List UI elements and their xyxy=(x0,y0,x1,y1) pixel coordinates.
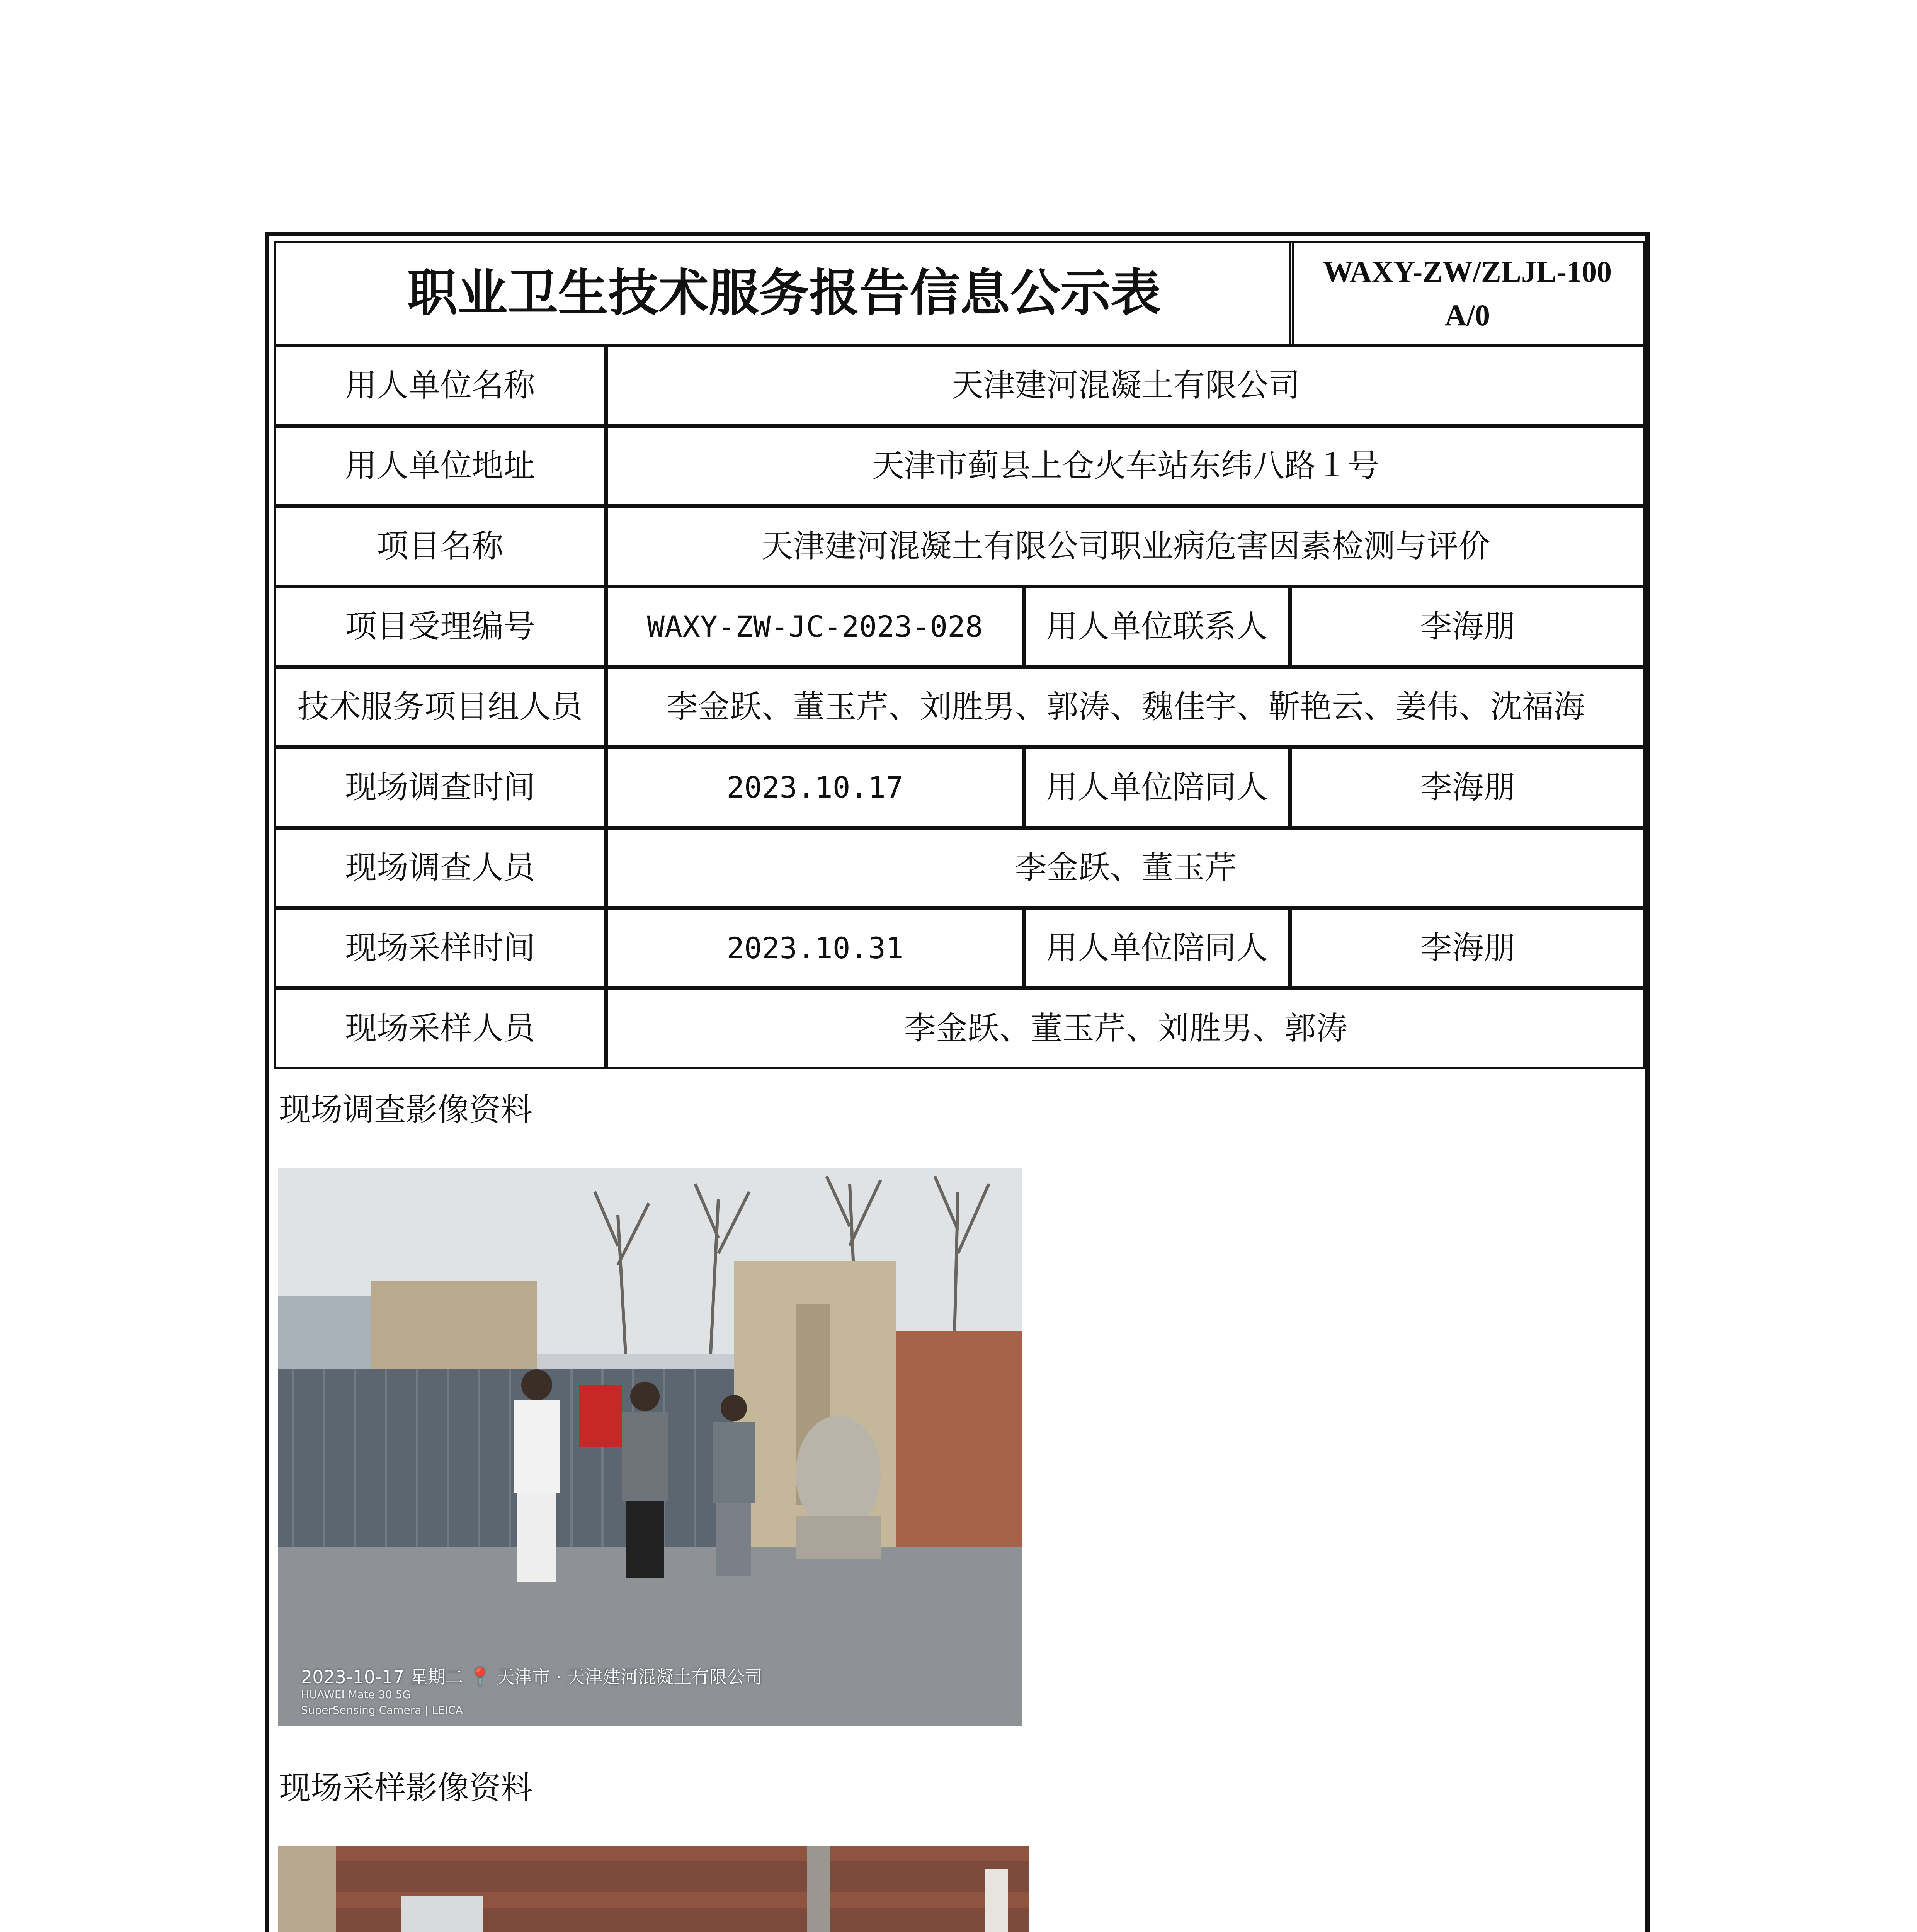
info-table-frame xyxy=(265,232,1650,1932)
project-number-value: WAXY-ZW-JC-2023-028 xyxy=(606,587,1024,667)
survey-escort-value: 李海朋 xyxy=(1290,747,1645,828)
sampling-photo-caption: 现场采样影像资料 xyxy=(279,1770,533,1806)
survey-photo-camera-model: HUAWEI Mate 30 5G xyxy=(301,1688,411,1701)
sampling-time-value: 2023.10.31 xyxy=(606,908,1024,988)
employer-name-label: 用人单位名称 xyxy=(274,345,606,426)
project-name-label: 项目名称 xyxy=(274,506,606,587)
project-name-value: 天津建河混凝土有限公司职业病危害因素检测与评价 xyxy=(606,506,1645,587)
team-members-value: 李金跃、董玉芹、刘胜男、郭涛、魏佳宇、靳艳云、姜伟、沈福海 xyxy=(606,667,1645,747)
employer-address-value: 天津市蓟县上仓火车站东纬八路１号 xyxy=(606,426,1645,506)
survey-photo-camera-sensor: SuperSensing Camera | LEICA xyxy=(301,1704,463,1716)
survey-time-value: 2023.10.17 xyxy=(606,747,1024,828)
employer-address-label: 用人单位地址 xyxy=(274,426,606,506)
survey-photo-stamp: 2023-10-17 星期二 📍 天津市 · 天津建河混凝土有限公司 xyxy=(301,1667,763,1687)
sampling-photo xyxy=(278,1846,1029,1932)
employer-name-value: 天津建河混凝土有限公司 xyxy=(606,345,1645,426)
table-title: 职业卫生技术服务报告信息公示表 xyxy=(274,241,1294,345)
survey-time-label: 现场调查时间 xyxy=(274,747,606,828)
survey-staff-value: 李金跃、董玉芹 xyxy=(606,828,1645,908)
sampling-staff-value: 李金跃、董玉芹、刘胜男、郭涛 xyxy=(606,988,1645,1069)
document-code-line1: WAXY-ZW/ZLJL-100 xyxy=(1323,254,1612,288)
document-code xyxy=(1289,241,1645,345)
team-members-label: 技术服务项目组人员 xyxy=(274,667,606,747)
survey-photo-image xyxy=(278,1168,1022,1726)
employer-contact-label: 用人单位联系人 xyxy=(1024,587,1290,667)
sampling-photo-image xyxy=(278,1846,1029,1932)
survey-staff-label: 现场调查人员 xyxy=(274,828,606,908)
sampling-escort-value: 李海朋 xyxy=(1290,908,1645,988)
sampling-escort-label: 用人单位陪同人 xyxy=(1024,908,1290,988)
survey-escort-label: 用人单位陪同人 xyxy=(1024,747,1290,828)
document-code-line2: A/0 xyxy=(1445,298,1490,332)
sampling-time-label: 现场采样时间 xyxy=(274,908,606,988)
sampling-staff-label: 现场采样人员 xyxy=(274,988,606,1069)
project-number-label: 项目受理编号 xyxy=(274,587,606,667)
employer-contact-value: 李海朋 xyxy=(1290,587,1645,667)
survey-photo xyxy=(278,1168,1022,1726)
survey-photo-caption: 现场调查影像资料 xyxy=(279,1092,533,1128)
